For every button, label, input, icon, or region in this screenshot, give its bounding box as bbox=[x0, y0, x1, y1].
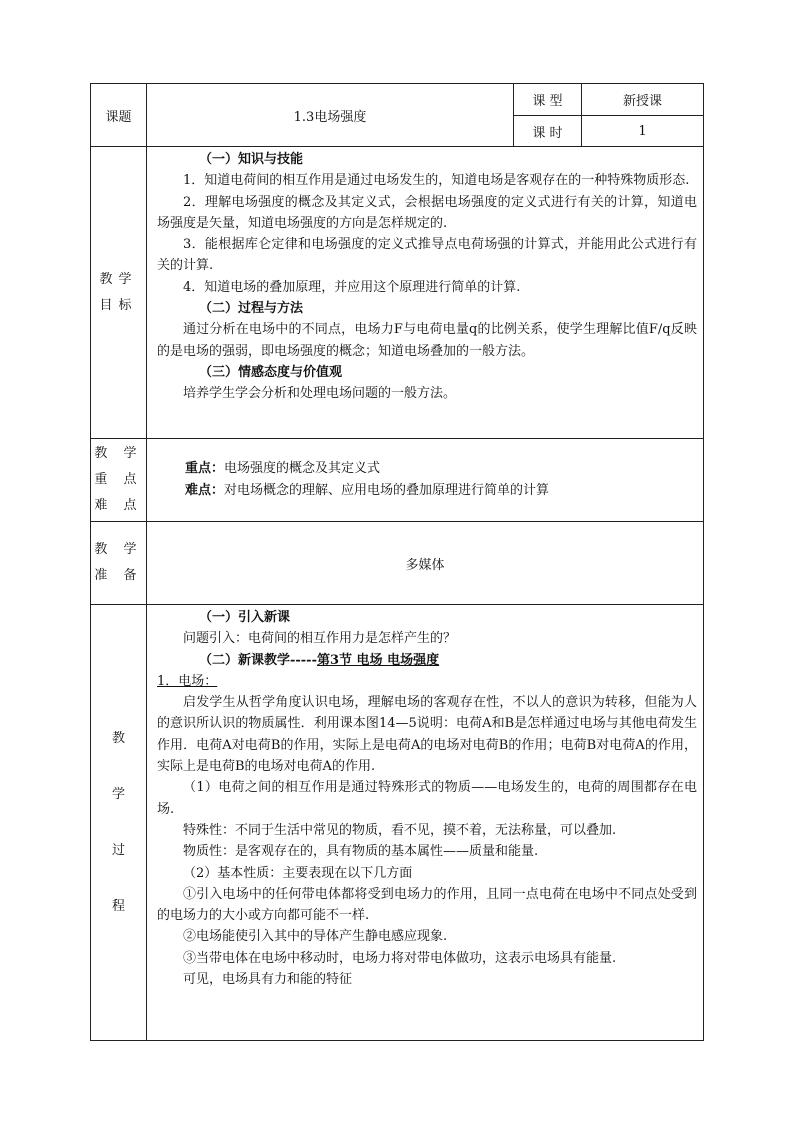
process-paragraph: 物质性：是客观存在的，具有物质的基本属性——质量和能量. bbox=[183, 844, 539, 860]
new-lesson-section: 第3节 电场 电场强度 bbox=[316, 652, 440, 668]
process-paragraph: 启发学生从哲学角度认识电场，理解电场的客观存在性，不以人的意识为转移，但能为人的意识所认识的物质属性．利用课本图14—5说明：电荷A和B是怎样通过电场与其他电荷发生作用．电荷A对电荷B的作用，实际上是电荷A的电场对电荷B的作用；电荷B对电荷A的作用，实际上是电荷B的电场对电荷A的作用. bbox=[157, 695, 697, 775]
difficulty-line bbox=[185, 480, 703, 502]
process-paragraph: 可见，电场具有力和能的特征 bbox=[183, 972, 353, 988]
process-label-chars bbox=[91, 711, 146, 935]
preparation-label-line: 教 学 bbox=[94, 542, 143, 557]
subsection-electric-field: 1．电场： bbox=[157, 673, 218, 689]
lesson-type-value: 新授课 bbox=[582, 84, 704, 116]
objectives-label-line2: 目标 bbox=[99, 297, 138, 313]
process-paragraph: ③当带电体在电场中移动时，电场力将对带电体做功，这表示电场具有能量. bbox=[183, 950, 617, 966]
process-label-char: 教 bbox=[111, 730, 125, 746]
keypoints-content bbox=[147, 439, 704, 522]
focus-text: 电场强度的概念及其定义式 bbox=[224, 461, 381, 476]
process-label bbox=[91, 605, 147, 1041]
process-paragraph: 特殊性：不同于生活中常见的物质，看不见，摸不着，无法称量，可以叠加. bbox=[183, 822, 617, 838]
new-lesson-prefix: （二）新课教学----- bbox=[199, 652, 317, 668]
process-label-char: 学 bbox=[111, 786, 125, 802]
lesson-hours-label: 课 时 bbox=[514, 116, 582, 147]
process-label-char: 过 bbox=[111, 842, 125, 858]
process-paragraph: ①引入电场中的任何带电体都将受到电场力的作用，且同一点电荷在电场中不同点处受到的电场力的大小或方向都可能不一样. bbox=[157, 886, 697, 924]
difficulty-text: 对电场概念的理解、应用电场的叠加原理进行简单的计算 bbox=[224, 483, 550, 498]
objectives-content bbox=[147, 147, 704, 439]
difficulty-label: 难点： bbox=[185, 483, 225, 498]
preparation-value: 多媒体 bbox=[147, 522, 704, 605]
preparation-label-line: 准 备 bbox=[94, 568, 143, 583]
process-paragraph: ②电场能使引入其中的导体产生静电感应现象. bbox=[183, 929, 448, 945]
process-label-char: 程 bbox=[111, 898, 125, 914]
objectives-section2-title: （二）过程与方法 bbox=[199, 301, 304, 317]
keypoints-label-line: 难 点 bbox=[94, 498, 143, 513]
topic-label: 课题 bbox=[91, 84, 147, 147]
objective-item: 3．能根据库仑定律和电场强度的定义式推导点电荷场强的计算式，并能用此公式进行有关的计算. bbox=[157, 237, 697, 274]
objectives-label bbox=[91, 147, 147, 439]
objectives-section2-text: 通过分析在电场中的不同点，电场力F与电荷电量q的比例关系，使学生理解比值F/q反映的是电场的强弱，即电场强度的概念；知道电场叠加的一般方法。 bbox=[157, 322, 697, 359]
process-content bbox=[147, 605, 704, 1041]
lesson-hours-value: 1 bbox=[582, 116, 704, 147]
keypoints-label-line: 重 点 bbox=[94, 472, 143, 487]
objectives-section1-title: （一）知识与技能 bbox=[199, 152, 304, 167]
process-paragraph: （2）基本性质：主要表现在以下几方面 bbox=[183, 865, 413, 881]
lesson-plan-table bbox=[90, 83, 704, 1041]
objectives-section3-title: （三）情感态度与价值观 bbox=[199, 364, 343, 380]
lesson-type-label: 课 型 bbox=[514, 84, 582, 116]
objectives-label-line1: 教学 bbox=[99, 271, 138, 287]
process-paragraph: （1）电荷之间的相互作用是通过特殊形式的物质——电场发生的，电荷的周围都存在电场. bbox=[157, 780, 697, 817]
intro-title: （一）引入新课 bbox=[199, 610, 291, 625]
keypoints-label bbox=[91, 439, 147, 522]
new-lesson-title bbox=[157, 650, 697, 671]
preparation-label bbox=[91, 522, 147, 605]
objective-item: 1．知道电荷间的相互作用是通过电场发生的，知道电场是客观存在的一种特殊物质形态. bbox=[183, 173, 690, 189]
objectives-section3-text: 培养学生学会分析和处理电场问题的一般方法。 bbox=[183, 386, 457, 402]
lesson-title: 1.3电场强度 bbox=[147, 84, 514, 147]
objective-item: 2．理解电场强度的概念及其定义式，会根据电场强度的定义式进行有关的计算，知道电场强度是矢量，知道电场强度的方向是怎样规定的. bbox=[157, 194, 697, 231]
intro-question: 问题引入：电荷间的相互作用力是怎样产生的？ bbox=[183, 631, 457, 647]
focus-line bbox=[185, 458, 703, 480]
objective-item: 4．知道电场的叠加原理，并应用这个原理进行简单的计算. bbox=[183, 279, 521, 295]
focus-label: 重点： bbox=[185, 461, 225, 476]
keypoints-label-line: 教 学 bbox=[94, 446, 143, 461]
